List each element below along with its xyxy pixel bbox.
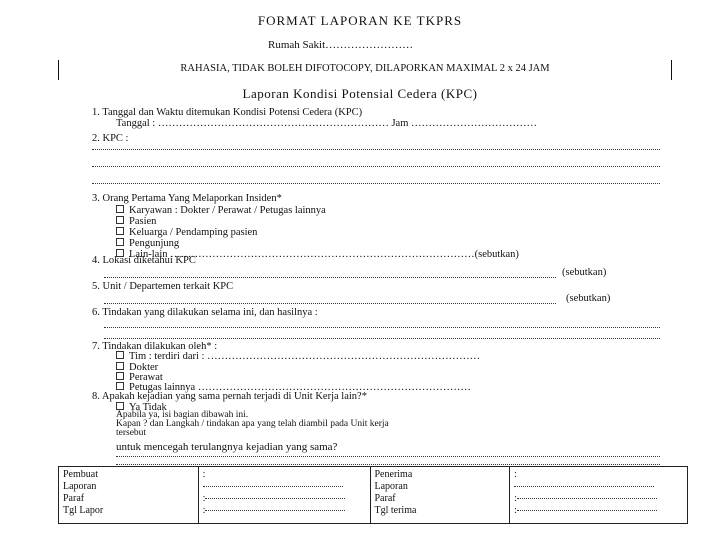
section-2-line: [92, 166, 660, 167]
section-6-title: 6. Tindakan yang dilakukan selama ini, dan hasilnya :: [92, 307, 318, 318]
maker-fields[interactable]: : : :: [198, 467, 370, 524]
receiver-fields[interactable]: : : :: [510, 467, 688, 524]
section-4-line: [104, 277, 556, 278]
section-6-line: [104, 338, 660, 339]
checkbox[interactable]: [116, 238, 124, 246]
actor-option[interactable]: Tim : terdiri dari : ……………………………………………………………………: [116, 351, 480, 363]
reporter-option[interactable]: Lain-lain ……………………………………………………………………………(sebutkan): [116, 249, 519, 261]
actor-option[interactable]: Petugas lainnya ……………………………………………………………………: [116, 382, 471, 394]
section-4-note: (sebutkan): [562, 267, 607, 278]
section-8-question: untuk mencegah terulangnya kejadian yang sama?: [116, 441, 338, 453]
reporter-option[interactable]: Pasien: [116, 216, 156, 228]
checkbox[interactable]: [116, 351, 124, 359]
hospital-line: Rumah Sakit……………………: [268, 39, 414, 51]
yes-no-option[interactable]: Ya Tidak: [116, 402, 167, 414]
section-8-line: [116, 456, 660, 457]
receiver-paraf-field[interactable]: [517, 498, 657, 499]
section-6-line: [104, 327, 660, 328]
reporter-option[interactable]: Keluarga / Pendamping pasien: [116, 227, 257, 239]
section-2-line: [92, 183, 660, 184]
confidential-banner: [58, 60, 672, 80]
section-3-title: 3. Orang Pertama Yang Melaporkan Insiden*: [92, 193, 282, 204]
receiver-date-field[interactable]: [517, 510, 657, 511]
section-5-title: 5. Unit / Departemen terkait KPC: [92, 281, 234, 292]
maker-date-field[interactable]: [205, 510, 345, 511]
section-8-line3: tersebut: [116, 428, 147, 438]
section-1-title: 1. Tanggal dan Waktu ditemukan Kondisi Potensi Cedera (KPC): [92, 107, 363, 118]
reporter-option[interactable]: Karyawan : Dokter / Perawat / Petugas lainnya: [116, 205, 326, 217]
section-8-title: 8. Apakah kejadian yang sama pernah terjadi di Unit Kerja lain?*: [92, 391, 367, 402]
checkbox[interactable]: [116, 382, 124, 390]
maker-labels: Pembuat Laporan Paraf Tgl Lapor: [59, 467, 199, 524]
section-4-title: 4. Lokasi diketahui KPC: [92, 255, 196, 266]
actor-option[interactable]: Dokter: [116, 362, 158, 374]
actor-option[interactable]: Perawat: [116, 372, 163, 384]
receiver-labels: Penerima Laporan Paraf Tgl terima: [370, 467, 510, 524]
section-8-line2: Kapan ? dan Langkah / tindakan apa yang telah diambil pada Unit kerja: [116, 419, 389, 429]
maker-paraf-field[interactable]: [205, 498, 345, 499]
section-2-title: 2. KPC :: [92, 133, 129, 144]
section-7-title: 7. Tindakan dilakukan oleh* :: [92, 341, 218, 352]
form-title: FORMAT LAPORAN KE TKPRS: [257, 13, 463, 28]
section-1-date: Tanggal : ………………………………………………………… Jam ………………………………: [116, 118, 537, 129]
form-heading: Laporan Kondisi Potensial Cedera (KPC): [242, 86, 478, 101]
section-8-line: [116, 464, 660, 465]
section-5-note: (sebutkan): [566, 293, 611, 304]
section-5-line: [104, 303, 556, 304]
banner-text: RAHASIA, TIDAK BOLEH DIFOTOCOPY, DILAPORKAN MAXIMAL 2 x 24 JAM: [180, 63, 550, 74]
maker-name-field[interactable]: [203, 486, 343, 487]
checkbox[interactable]: [116, 372, 124, 380]
reporter-option[interactable]: Pengunjung: [116, 238, 179, 250]
signature-table: [58, 466, 688, 524]
checkbox[interactable]: [116, 216, 124, 224]
checkbox[interactable]: [116, 402, 124, 410]
checkbox[interactable]: [116, 362, 124, 370]
receiver-name-field[interactable]: [514, 486, 654, 487]
section-2-line: [92, 149, 660, 150]
checkbox[interactable]: [116, 205, 124, 213]
checkbox[interactable]: [116, 227, 124, 235]
section-8-line1: Apabila ya, isi bagian dibawah ini.: [116, 410, 249, 420]
